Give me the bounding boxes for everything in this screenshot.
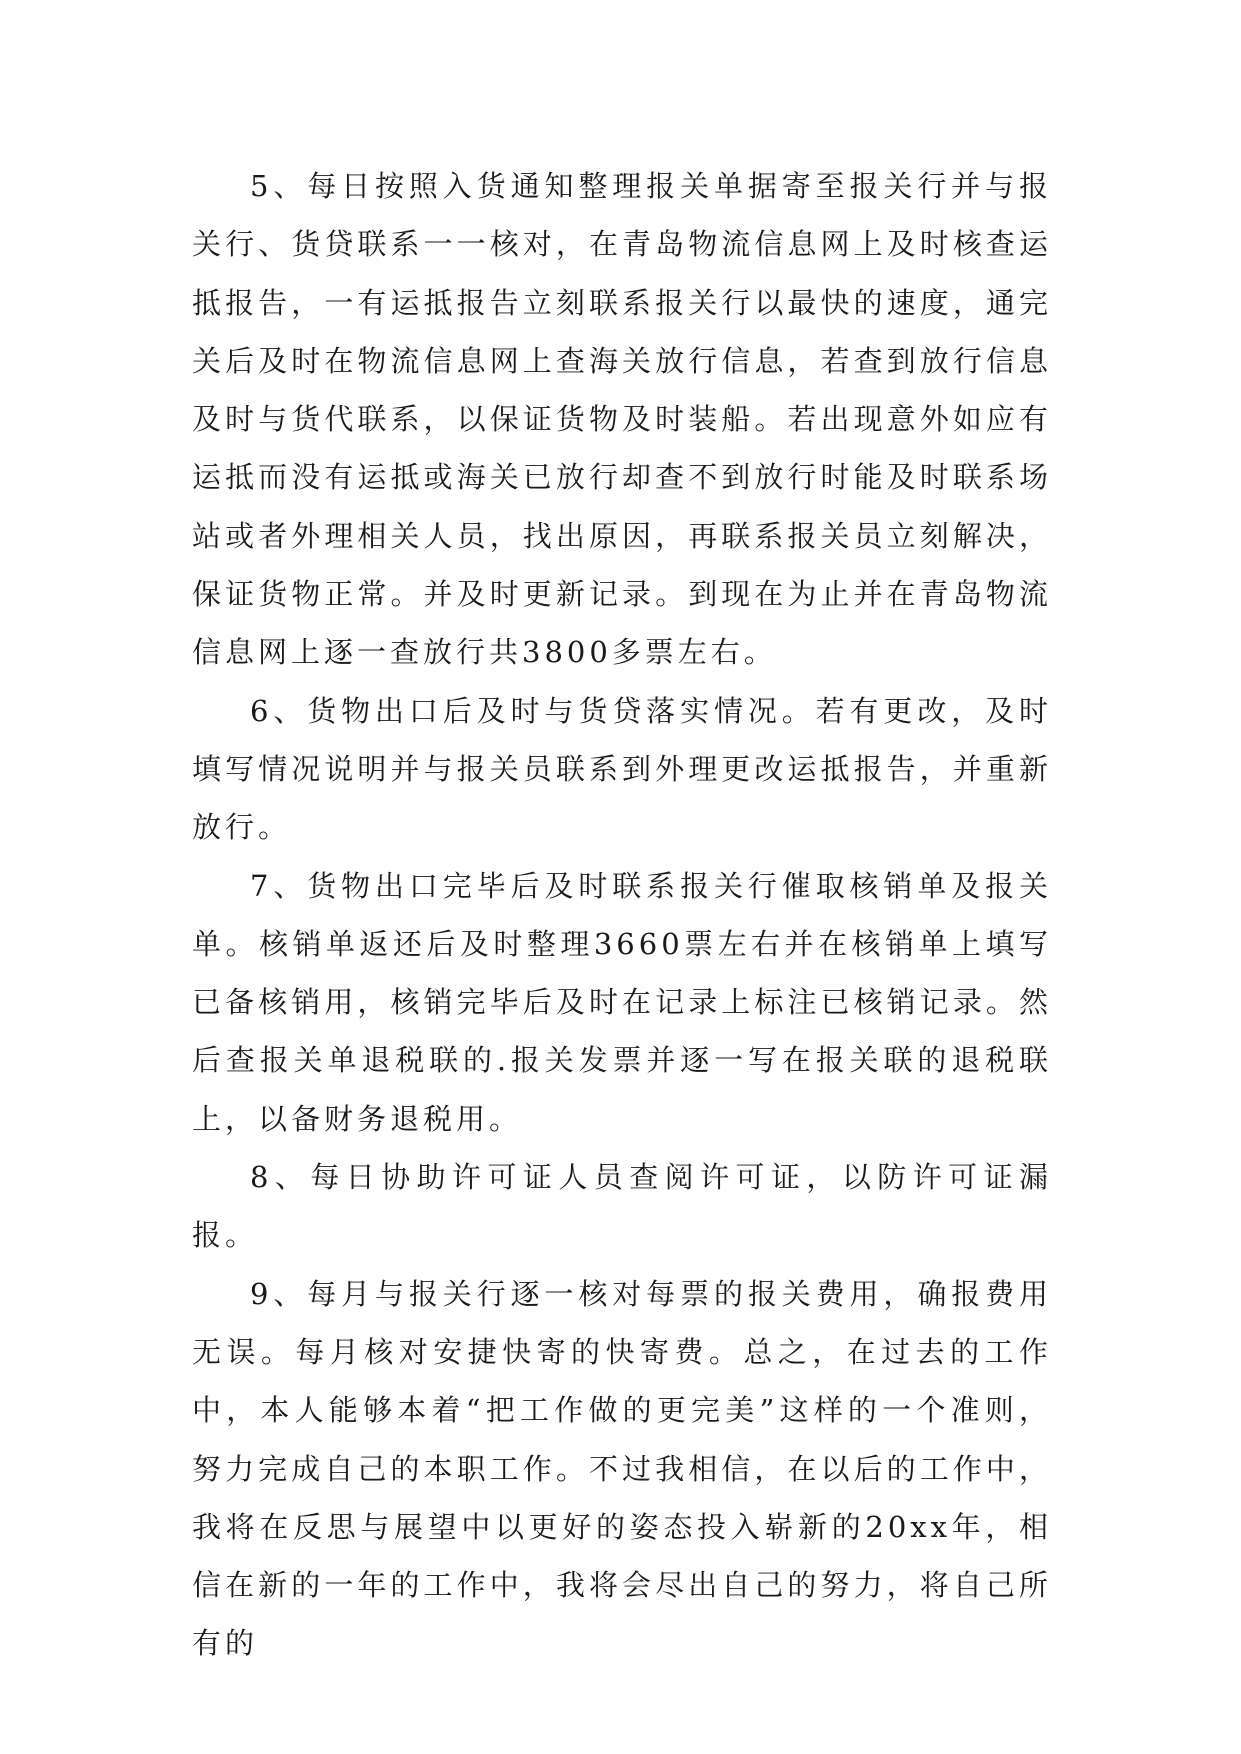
paragraph-7: 7、货物出口完毕后及时联系报关行催取核销单及报关单。核销单返还后及时整理3660票左右并在核销单上填写已备核销用，核销完毕后及时在记录上标注已核销记录。然后查报关单退税联的.报关发票并逐一写在报关联的退税联上，以备财务退税用。 <box>192 868 1052 1136</box>
paragraph-6: 6、货物出口后及时与货贷落实情况。若有更改，及时填写情况说明并与报关员联系到外理更改运抵报告，并重新放行。 <box>192 693 1052 845</box>
paragraph-8: 8、每日协助许可证人员查阅许可证，以防许可证漏报。 <box>192 1160 1052 1253</box>
document-body <box>192 157 1052 1673</box>
paragraph-9: 9、每月与报关行逐一核对每票的报关费用，确报费用无误。每月核对安捷快寄的快寄费。总之，在过去的工作中，本人能够本着“把工作做的更完美”这样的一个准则，努力完成自己的本职工作。不过我相信，在以后的工作中，我将在反思与展望中以更好的姿态投入崭新的20xx年，相信在新的一年的工作中，我将会尽出自己的努力，将自己所有的 <box>192 1276 1052 1661</box>
paragraph-5: 5、每日按照入货通知整理报关单据寄至报关行并与报关行、货贷联系一一核对，在青岛物流信息网上及时核查运抵报告，一有运抵报告立刻联系报关行以最快的速度，通完关后及时在物流信息网上查海关放行信息，若查到放行信息及时与货代联系，以保证货物及时装船。若出现意外如应有运抵而没有运抵或海关已放行却查不到放行时能及时联系场站或者外理相关人员，找出原因，再联系报关员立刻解决，保证货物正常。并及时更新记录。到现在为止并在青岛物流信息网上逐一查放行共3800多票左右。 <box>192 169 1052 670</box>
